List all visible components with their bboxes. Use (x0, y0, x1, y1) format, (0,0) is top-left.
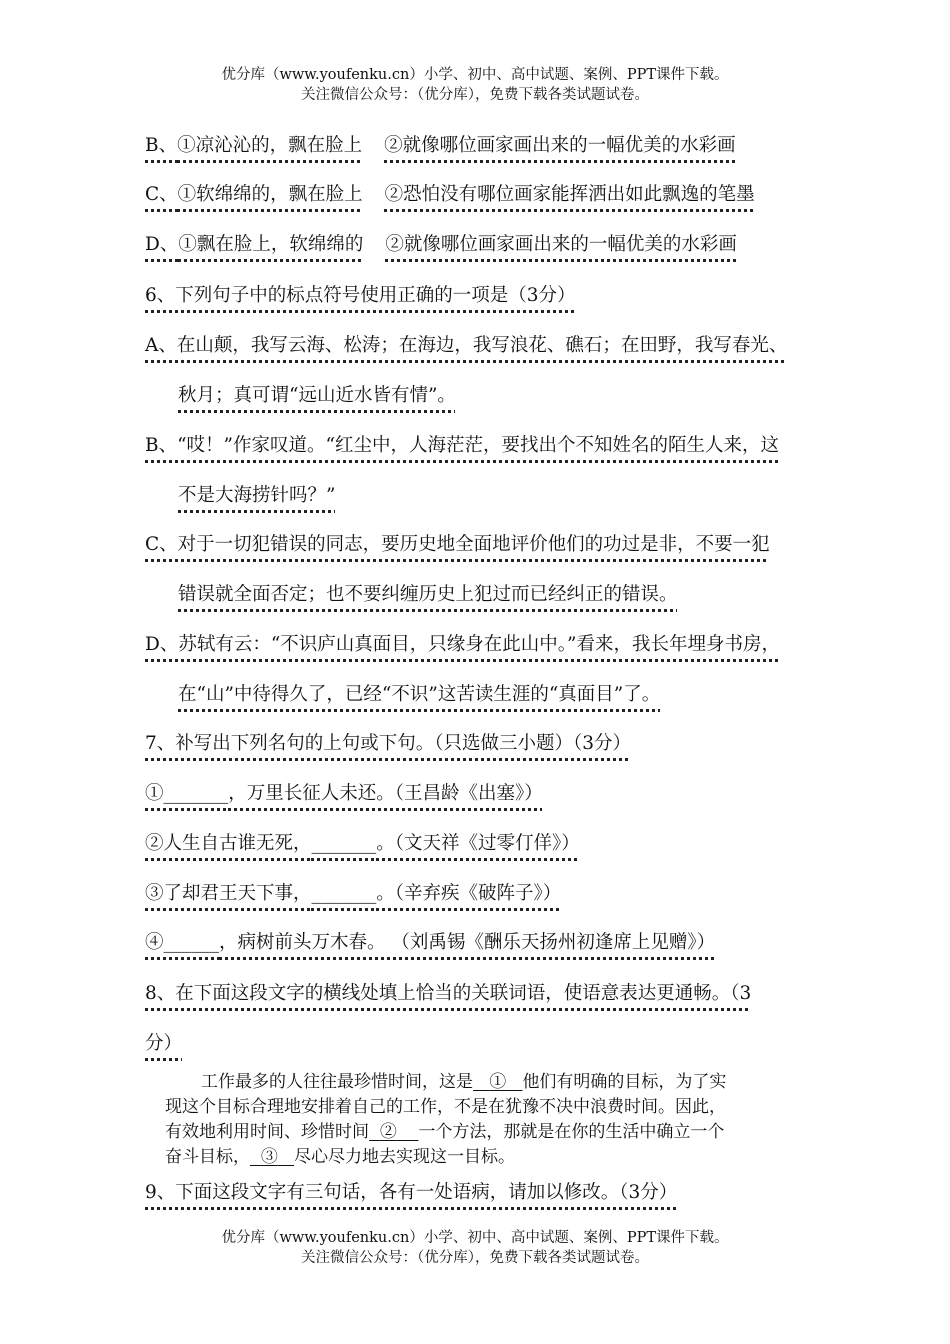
footer-line-2: 关注微信公众号：（优分库），免费下载各类试题试卷。 (301, 1250, 649, 1266)
q5-option-b (145, 134, 736, 158)
q8-passage-text: 有效地利用时间、珍惜时间 (165, 1122, 369, 1142)
q8-blank-3[interactable] (250, 1147, 294, 1167)
q7-stem: 7、补写出下列名句的上句或下句。（只选做三小题）（3分） (145, 733, 632, 754)
footer-line-1: 优分库（www.youfenku.cn）小学、初中、高中试题、案例、PPT课件下载。 (221, 1230, 729, 1246)
q5-option-d (145, 233, 737, 257)
q9-stem: 9、下面这段文字有三句话，各有一处语病，请加以修改。（3分） (145, 1182, 678, 1203)
header-line-1: 优分库（www.youfenku.cn）小学、初中、高中试题、案例、PPT课件下载。 (221, 67, 729, 83)
q8-blank-1-marker: ① (489, 1072, 507, 1092)
q7-item-1-number: ① (145, 783, 164, 804)
q7-item-2-text: 。（文天祥《过零仃佯》） (376, 833, 580, 854)
q8-passage-text: 一个方法，那就是在你的生活中确立一个 (418, 1122, 725, 1142)
q8-blank-1[interactable] (473, 1072, 522, 1092)
q5-option-b-part2: ②就像哪位画家画出来的一幅优美的水彩画 (384, 135, 736, 156)
q7-item-1-blank[interactable]: _______ (163, 783, 229, 804)
q5-option-d-label: D、 (145, 234, 179, 255)
q7-item-3-prefix: ③了却君王天下事， (145, 883, 312, 904)
q8-stem-line2: 分） (145, 1033, 183, 1054)
q7-item-2-blank[interactable]: _______ (311, 833, 377, 854)
q5-option-c-part2: ②恐怕没有哪位画家能挥洒出如此飘逸的笔墨 (384, 184, 755, 205)
header-line-2: 关注微信公众号：（优分库），免费下载各类试题试卷。 (301, 87, 649, 103)
q5-option-d-part1: ①飘在脸上，软绵绵的 (178, 234, 364, 255)
q6-option-d-line1: D、苏轼有云：“不识庐山真面目，只缘身在此山中。”看来，我长年埋身书房， (145, 634, 781, 655)
q7-item-4 (145, 931, 715, 955)
q8-stem-line1: 8、在下面这段文字的横线处填上恰当的关联词语，使语意表达更通畅。（3 (145, 983, 752, 1004)
q7-item-2 (145, 832, 580, 856)
q7-item-3-text: 。（辛弃疾《破阵子》） (376, 883, 562, 904)
q7-item-2-prefix: ②人生自古谁无死， (145, 833, 312, 854)
q6-option-b-line2: 不是大海捞针吗？” (178, 485, 336, 506)
q5-option-b-part1: ①凉沁沁的，飘在脸上 (177, 135, 363, 156)
q8-passage-line3 (165, 1120, 815, 1145)
q7-item-1-text: ，万里长征人未还。（王昌龄《出塞》） (228, 783, 543, 804)
q7-item-4-blank[interactable]: ______ (163, 932, 220, 953)
q8-passage-text: 工作最多的人往往最珍惜时间，这是 (201, 1072, 473, 1092)
q5-option-c-part1: ①软绵绵的，飘在脸上 (177, 184, 363, 205)
q8-passage-line2: 现这个目标合理地安排着自己的工作，不是在犹豫不决中浪费时间。因此， (165, 1097, 726, 1117)
q8-passage-text: 奋斗目标， (165, 1147, 250, 1167)
q6-option-d-line2: 在“山”中待得久了，已经“不识”这苦读生涯的“真面目”了。 (178, 684, 661, 705)
q8-passage-text: 尽心尽力地去实现这一目标。 (294, 1147, 516, 1167)
q7-item-3 (145, 882, 561, 906)
q8-passage-line4 (165, 1145, 815, 1170)
q6-option-c-line1: C、对于一切犯错误的同志，要历史地全面地评价他们的功过是非，不要一犯 (145, 534, 770, 555)
q7-item-3-blank[interactable]: _______ (311, 883, 377, 904)
q5-option-c-label: C、 (145, 184, 178, 205)
page-header (0, 65, 950, 105)
q8-passage (165, 1070, 815, 1170)
q8-blank-2-marker: ② (379, 1122, 397, 1142)
q5-option-c (145, 183, 755, 207)
q6-option-a-line1: A、在山颠，我写云海、松涛；在海边，我写浪花、礁石；在田野，我写春光、 (145, 335, 788, 356)
q7-item-1 (145, 782, 543, 806)
q6-option-c-line2: 错误就全面否定；也不要纠缠历史上犯过而已经纠正的错误。 (178, 584, 678, 605)
q6-option-a-line2: 秋月；真可谓“远山近水皆有情”。 (178, 385, 456, 406)
q8-passage-line1 (165, 1070, 815, 1095)
q7-item-4-number: ④ (145, 932, 164, 953)
q6-stem: 6、下列句子中的标点符号使用正确的一项是（3分） (145, 285, 576, 306)
q8-blank-2[interactable] (369, 1122, 418, 1142)
q8-blank-3-marker: ③ (260, 1147, 278, 1167)
q5-option-b-label: B、 (145, 135, 178, 156)
page-footer (0, 1228, 950, 1268)
q8-passage-text: 他们有明确的目标，为了实 (522, 1072, 727, 1092)
q5-option-d-part2: ②就像哪位画家画出来的一幅优美的水彩画 (385, 234, 737, 255)
q7-item-4-text: ，病树前头万木春。 （刘禹锡《酬乐天扬州初逢席上见赠》） (219, 932, 716, 953)
q6-option-b-line1: B、“哎！”作家叹道。“红尘中，人海茫茫，要找出个不知姓名的陌生人来，这 (145, 435, 779, 456)
